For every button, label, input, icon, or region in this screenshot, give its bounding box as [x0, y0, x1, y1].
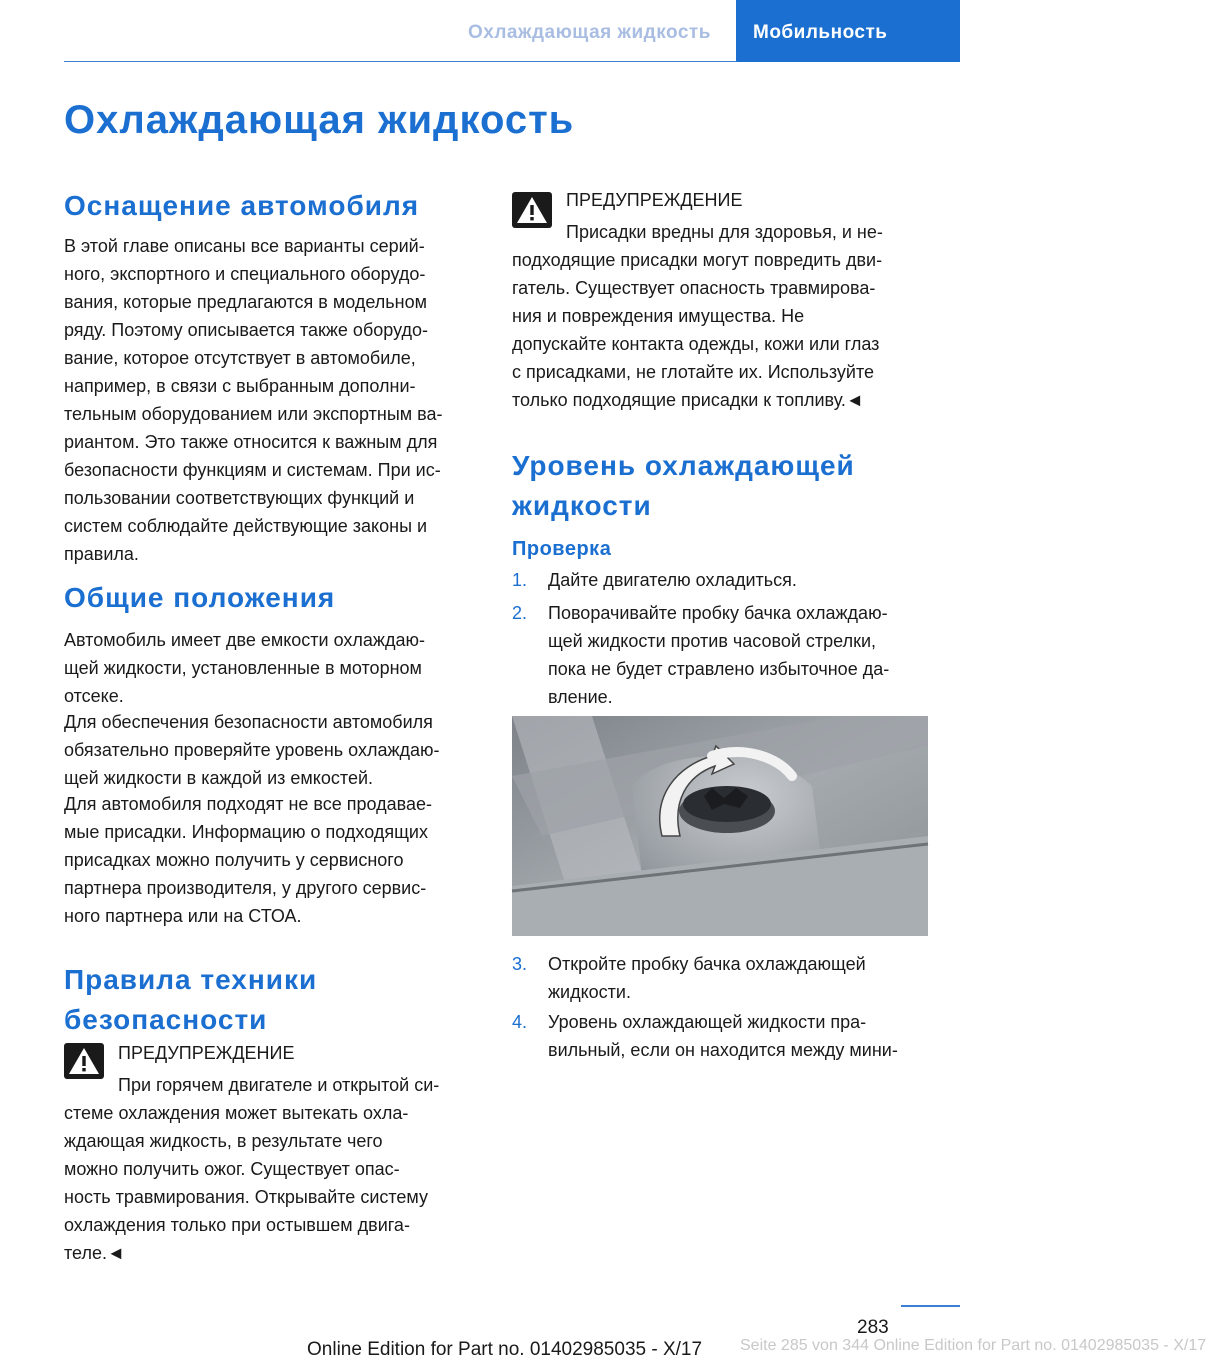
text-line: щей жидкости против часовой стрелки, — [548, 631, 877, 651]
text-line: щей жидкости, установленные в моторном — [64, 658, 422, 678]
text-line: жидкости. — [548, 982, 631, 1002]
tab-mobility-label: Мобильность — [753, 22, 888, 43]
warning-triangle-icon — [64, 1043, 104, 1079]
text-line: систем соблюдайте действующие законы и — [64, 516, 428, 536]
text-line: охлаждения только при остывшем двига- — [64, 1215, 410, 1235]
step-number: 3. — [512, 954, 528, 974]
general-paragraph-3 — [64, 790, 489, 930]
text-line: партнера производителя, у другого сервис- — [64, 878, 427, 898]
warning-first-line: Присадки вредны для здоровья, и не- — [566, 222, 883, 242]
heading-general: Общие положения — [64, 582, 336, 613]
text-line: пользовании соответствующих функций и — [64, 488, 415, 508]
step-text — [548, 599, 928, 711]
general-paragraph-2 — [64, 708, 489, 792]
text-line: Автомобиль имеет две емкости охлаждаю- — [64, 630, 425, 650]
text-line: ждающая жидкость, в результате чего — [64, 1131, 383, 1151]
text-line: теле.◄ — [64, 1243, 125, 1263]
text-line: можно получить ожог. Существует опас- — [64, 1159, 400, 1179]
text-line: Для обеспечения безопасности автомобиля — [64, 712, 433, 732]
text-line: подходящие присадки могут повредить дви- — [512, 250, 883, 270]
text-line: вание, которое отсутствует в автомобиле, — [64, 348, 416, 368]
page-number: 283 — [857, 1317, 889, 1338]
text-line: допускайте контакта одежды, кожи или глаз — [512, 334, 880, 354]
subheading-check: Проверка — [512, 538, 612, 560]
text-line: присадках можно получить у сервисного — [64, 850, 404, 870]
warning-label: ПРЕДУПРЕЖДЕНИЕ — [118, 1043, 295, 1063]
warning-first-line: При горячем двигателе и открытой си- — [118, 1075, 440, 1095]
heading-line: жидкости — [512, 490, 652, 521]
text-line: Дайте двигателю охладиться. — [548, 570, 797, 590]
heading-safety — [64, 960, 317, 1040]
step-text — [548, 566, 928, 594]
step-number: 2. — [512, 603, 528, 623]
text-line: тельным оборудованием или экспортным ва- — [64, 404, 443, 424]
text-line: щей жидкости в каждой из емкостей. — [64, 768, 374, 788]
text-line: только подходящие присадки к топливу.◄ — [512, 390, 864, 410]
heading-equipment: Оснащение автомобиля — [64, 190, 420, 221]
text-line: вление. — [548, 687, 613, 707]
text-line: Для автомобиля подходят не все продавае- — [64, 794, 433, 814]
text-line: В этой главе описаны все варианты серий- — [64, 236, 425, 256]
heading-line: Уровень охлаждающей — [512, 450, 855, 481]
step-number: 1. — [512, 570, 528, 590]
text-line: с присадками, не глотайте их. Используйте — [512, 362, 875, 382]
heading-line: Правила техники — [64, 964, 318, 995]
text-line: ряду. Поэтому описывается также оборудо- — [64, 320, 428, 340]
text-line: ного партнера или на СТОА. — [64, 906, 302, 926]
footer-divider — [901, 1305, 960, 1307]
tab-mobility[interactable] — [736, 0, 960, 62]
edition-footer: Online Edition for Part no. 01402985035 - X/17 — [307, 1339, 703, 1360]
header-bar — [0, 0, 960, 62]
text-line: обязательно проверяйте уровень охлаждаю- — [64, 740, 440, 760]
heading-coolant-level — [512, 446, 855, 526]
warning-triangle-icon — [512, 192, 552, 228]
text-line: мые присадки. Информацию о подходящих — [64, 822, 428, 842]
heading-line: безопасности — [64, 1004, 268, 1035]
warning-text — [512, 246, 937, 414]
text-line: Откройте пробку бачка охлаждающей — [548, 954, 866, 974]
text-line: пока не будет стравлено избыточное да- — [548, 659, 890, 679]
step-number: 4. — [512, 1012, 528, 1032]
text-line: ность травмирования. Открывайте систему — [64, 1187, 428, 1207]
text-line: вильный, если он находится между мини- — [548, 1040, 898, 1060]
text-line: гатель. Существует опасность травмирова- — [512, 278, 876, 298]
equipment-paragraph — [64, 232, 489, 568]
warning-text — [64, 1099, 489, 1267]
page-title: Охлаждающая жидкость — [64, 98, 575, 142]
header-divider — [64, 61, 737, 62]
text-line: вания, которые предлагаются в модельном — [64, 292, 427, 312]
warning-label: ПРЕДУПРЕЖДЕНИЕ — [566, 190, 743, 210]
text-line: безопасности функциям и системам. При ис- — [64, 460, 441, 480]
text-line: Уровень охлаждающей жидкости пра- — [548, 1012, 867, 1032]
watermark: Seite 285 von 344 Online Edition for Part no. 01402985035 - X/17 — [740, 1337, 1206, 1354]
text-line: например, в связи с выбранным дополни- — [64, 376, 416, 396]
step-text — [548, 950, 928, 1006]
text-line: отсеке. — [64, 686, 124, 706]
text-line: ния и повреждения имущества. Не — [512, 306, 805, 326]
general-paragraph-1 — [64, 626, 489, 710]
text-line: риантом. Это также относится к важным для — [64, 432, 438, 452]
text-line: стеме охлаждения может вытекать охла- — [64, 1103, 409, 1123]
text-line: правила. — [64, 544, 139, 564]
text-line: Поворачивайте пробку бачка охлаждаю- — [548, 603, 888, 623]
section-tab[interactable]: Охлаждающая жидкость — [468, 22, 711, 43]
coolant-cap-photo — [512, 716, 928, 936]
text-line: ного, экспортного и специального оборудо- — [64, 264, 426, 284]
step-text — [548, 1008, 928, 1064]
